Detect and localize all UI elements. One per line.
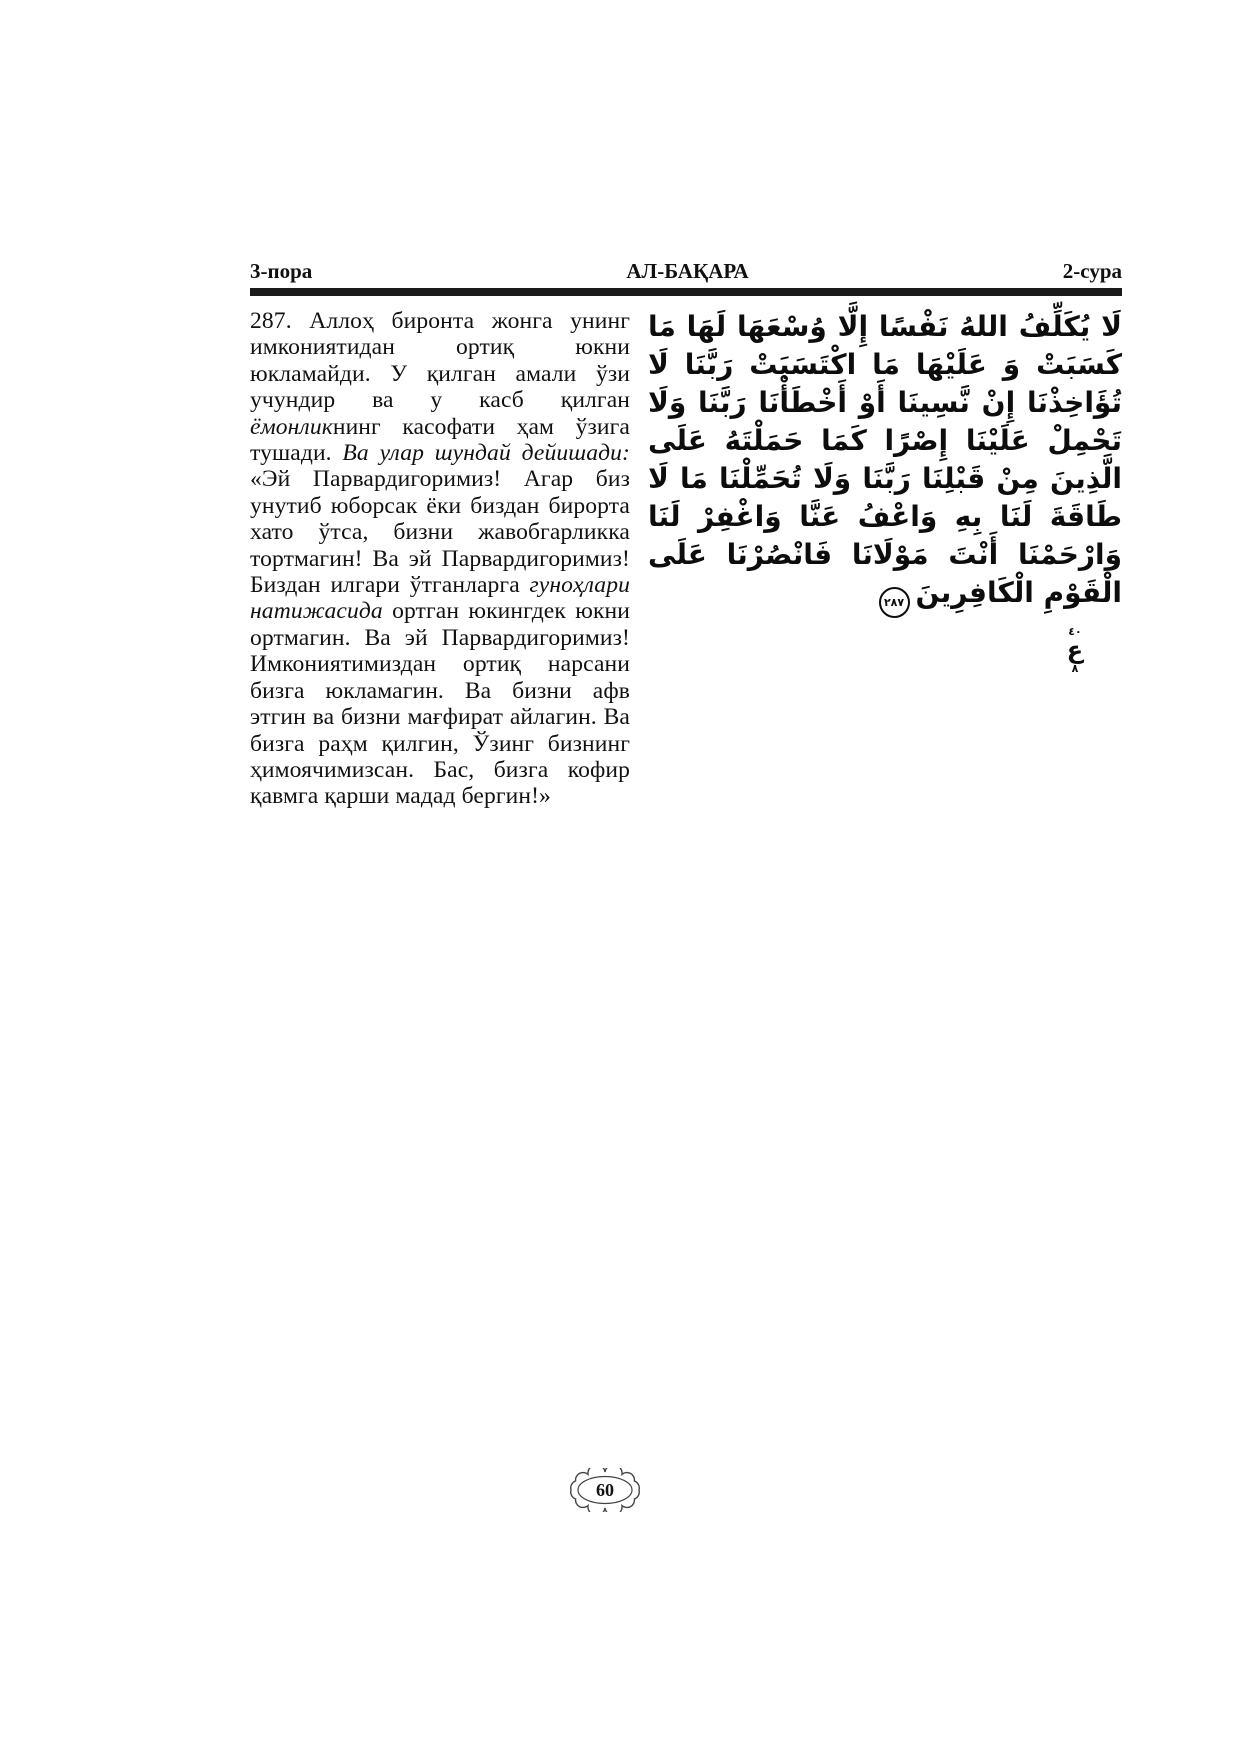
ruku-number-bottom: ٨ bbox=[1071, 662, 1079, 675]
translation-segment-italic: Ва улар шундай дейишади: bbox=[342, 440, 630, 467]
header-divider bbox=[250, 288, 1122, 296]
header-juz-label: 3-пора bbox=[250, 259, 313, 283]
verse-body bbox=[250, 308, 1122, 810]
page-header bbox=[250, 258, 1122, 284]
translation-segment: «Эй Парвардигоримиз! Агар биз унутиб юборсак ёки биздан бирорта хато ўтса, бизни жавобгарликка тортмагин! Ва эй Парвардигоримиз! Биздан илгари ўтганларга bbox=[250, 466, 630, 599]
verse-end-medallion: ٢٨٧ bbox=[879, 587, 910, 618]
header-sura-number: 2-сура bbox=[1062, 259, 1122, 283]
header-sura-title: АЛ-БАҚАРА bbox=[626, 259, 749, 283]
page-number-ornament bbox=[567, 1468, 643, 1512]
translation-segment-italic: гуноҳлари натижасида bbox=[250, 572, 630, 625]
translation-paragraph bbox=[250, 308, 630, 810]
translation-segment: нинг касофати ҳам ўзига тушади. bbox=[250, 413, 630, 467]
translation-segment-italic: ёмонлик bbox=[250, 413, 333, 440]
arabic-verse-text: لَا يُكَلِّفُ اللهُ نَفْسًا إِلَّا وُسْعَهَا لَهَا مَا كَسَبَتْ وَ عَلَيْهَا مَا اكْتَسَبَتْ رَبَّنَا لَا تُؤَاخِذْنَا إِنْ نَّسِينَا أَوْ أَخْطَأْنَا رَبَّنَا وَلَا تَحْمِلْ عَلَيْنَا إِصْرًا كَمَا حَمَلْتَهُ عَلَى الَّذِينَ مِنْ قَبْلِنَا رَبَّنَا وَلَا تُحَمِّلْنَا مَا لَا طَاقَةَ لَنَا بِهِ وَاعْفُ عَنَّا وَاغْفِرْ لَنَا وَارْحَمْنَا أَنْتَ مَوْلَانَا فَانْصُرْنَا عَلَى الْقَوْمِ الْكَافِرِينَ bbox=[648, 310, 1122, 609]
page-number: 60 bbox=[596, 1479, 614, 1500]
ruku-ain-letter: ع bbox=[1066, 636, 1084, 664]
translation-segment: ортган юкингдек юкни ортмагин. Ва эй Парвардигоримиз! Имкониятимиздан ортиқ нарсани бизга юкламагин. Ва бизни афв этгин ва бизни мағфират айлагин. Ва бизга раҳм қилгин, Ўзинг бизнинг ҳимоячимизсан. Бас, бизга кофир қавмга қарши мадад бергин!» bbox=[250, 598, 630, 810]
page-content bbox=[250, 258, 1122, 810]
arabic-verse-block bbox=[648, 308, 1122, 810]
ruku-number-top: ٤٠ bbox=[1068, 625, 1082, 638]
translation-segment: 287. Аллоҳ биронта жонга унинг имкониятидан ортиқ юкни юкламайди. У қилган амали ўзи учундир ва у касб қилган bbox=[250, 308, 630, 414]
ruku-marker bbox=[1062, 626, 1088, 674]
